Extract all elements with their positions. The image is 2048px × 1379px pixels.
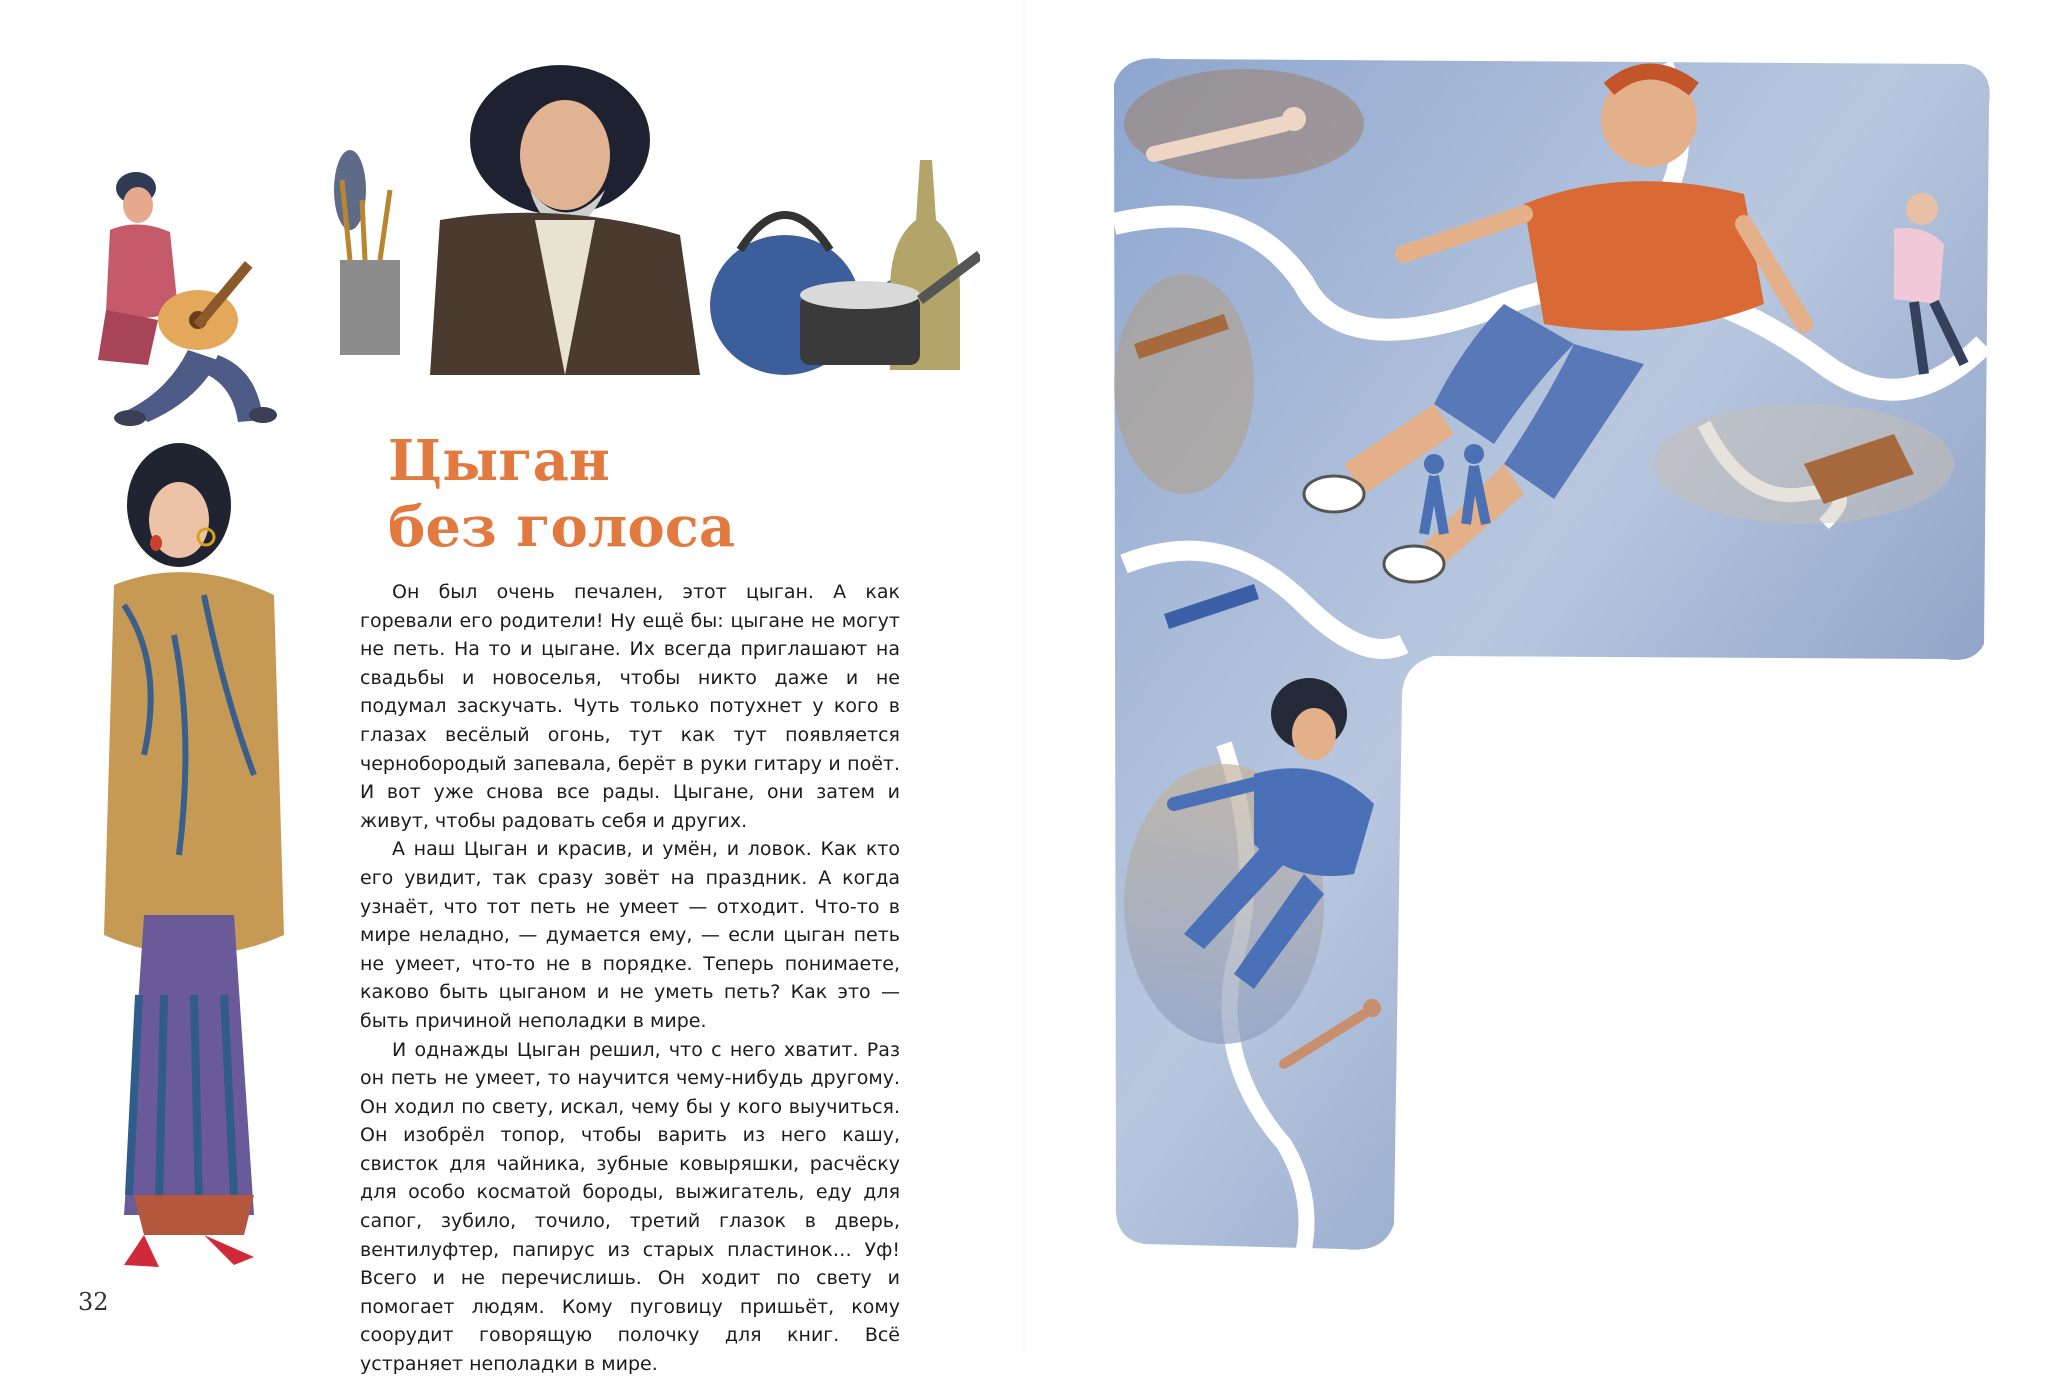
- left-page: [0, 0, 1024, 1376]
- left-paragraph-1: Он был очень печален, этот цыган. А как горевали его родители! Ну ещё бы: цыгане не могут не петь. На то и цыгане. Их всегда приглашают на свадьбы и новоселья, чтобы никто даже и не подумал заскучать. Чуть только потухнет у кого в глазах весёлый огонь, тут как тут появляется чернобородый запевала, берёт в руки гитару и поёт. И вот уже снова все рады. Цыгане, они затем и живут, чтобы радовать себя и других.: [360, 581, 900, 832]
- right-page: [1024, 0, 2048, 1350]
- page-number-left: 32: [78, 1288, 109, 1316]
- singer-woman-illustration: [84, 435, 294, 1275]
- left-paragraph-3: И однажды Цыган решил, что с него хватит. Раз он петь не умеет, то научится чему-нибудь другому. Он ходил по свету, искал, чему бы у кого выучиться. Он изобрёл топор, чтобы варить из него кашу, свисток для чайника, зубные ковыряшки, расчёску для особо косматой бороды, выжигатель, еду для сапог, зубило, точило, третий глазок в дверь, вентилуфтер, папирус из старых пластинок… Уф! Всего и не перечислишь. Он ходит по свету и помогает людям. Кому пуговицу пришьёт, кому соорудит говорящую полочку для книг. Всё устраняет неполадки в мире.: [360, 1038, 900, 1376]
- bearded-gypsy-illustration: [320, 50, 980, 380]
- left-title-line-2: без голоса: [388, 494, 736, 560]
- flying-people-illustration: [1104, 44, 2004, 1264]
- left-story-text: [360, 578, 900, 1379]
- left-paragraph-2: А наш Цыган и красив, и умён, и ловок. Как кто его увидит, так сразу зовёт на праздник. А когда узнаёт, что тот петь не умеет — отходит. Что-то в мире неладно, — думается ему, — если цыган петь не умеет, что-то не в порядке. Теперь понимаете, каково быть цыганом и не уметь петь? Как это — быть причиной неполадки в мире.: [360, 838, 900, 1032]
- left-title-line-1: Цыган: [388, 428, 610, 494]
- guitarist-illustration: [88, 160, 288, 430]
- left-story-title: [388, 428, 735, 560]
